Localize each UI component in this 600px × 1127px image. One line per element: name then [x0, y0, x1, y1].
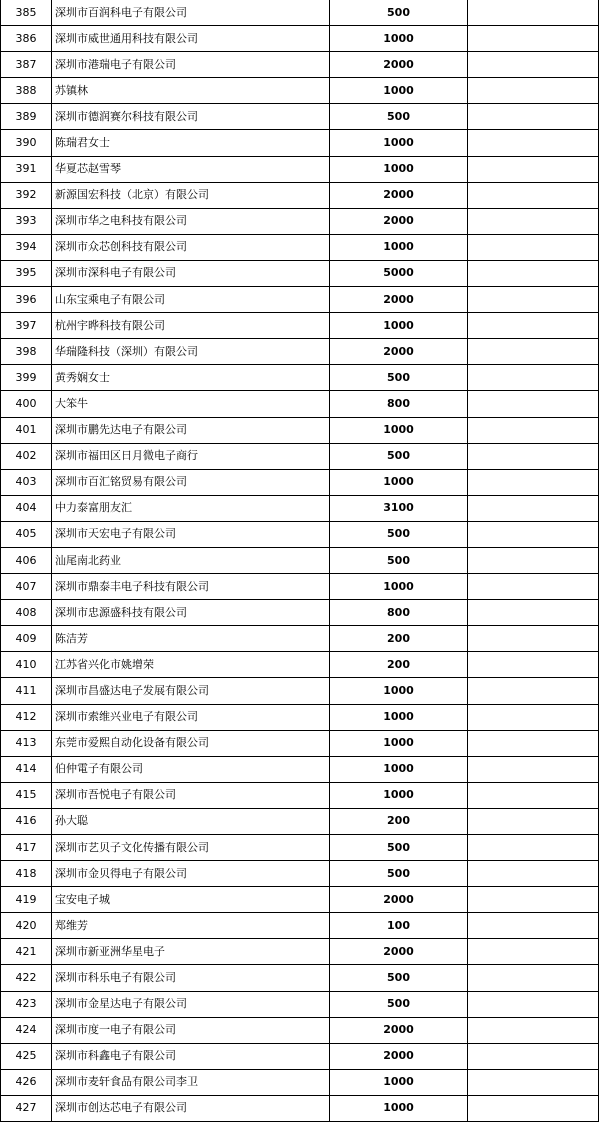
table-row [1, 652, 599, 678]
table-row [1, 443, 599, 469]
table-row [1, 756, 599, 782]
row-number-cell: 385 [1, 0, 52, 26]
row-number-cell: 407 [1, 574, 52, 600]
remark-cell [468, 339, 599, 365]
donation-amount-cell: 1000 [330, 574, 468, 600]
table-row [1, 861, 599, 887]
table-row [1, 600, 599, 626]
table-row [1, 182, 599, 208]
row-number-cell: 423 [1, 991, 52, 1017]
table-row [1, 678, 599, 704]
donation-amount-cell: 100 [330, 913, 468, 939]
row-number-cell: 414 [1, 756, 52, 782]
donor-name-cell: 深圳市科乐电子有限公司 [52, 965, 330, 991]
donation-amount-cell: 1000 [330, 704, 468, 730]
table-row [1, 835, 599, 861]
donation-amount-cell: 500 [330, 835, 468, 861]
remark-cell [468, 782, 599, 808]
donation-amount-cell: 200 [330, 652, 468, 678]
table-row [1, 1017, 599, 1043]
remark-cell [468, 1095, 599, 1121]
donor-name-cell: 深圳市金贝得电子有限公司 [52, 861, 330, 887]
remark-cell [468, 208, 599, 234]
donor-name-cell: 深圳市深科电子有限公司 [52, 260, 330, 286]
donor-name-cell: 华夏芯赵雪琴 [52, 156, 330, 182]
donor-name-cell: 新源国宏科技（北京）有限公司 [52, 182, 330, 208]
donation-amount-cell: 1000 [330, 756, 468, 782]
donor-name-cell: 苏镇林 [52, 78, 330, 104]
remark-cell [468, 495, 599, 521]
remark-cell [468, 756, 599, 782]
donor-name-cell: 深圳市索维兴业电子有限公司 [52, 704, 330, 730]
row-number-cell: 390 [1, 130, 52, 156]
donor-name-cell: 深圳市天宏电子有限公司 [52, 521, 330, 547]
remark-cell [468, 678, 599, 704]
row-number-cell: 396 [1, 287, 52, 313]
row-number-cell: 418 [1, 861, 52, 887]
donor-name-cell: 深圳市德润赛尔科技有限公司 [52, 104, 330, 130]
donation-amount-cell: 2000 [330, 208, 468, 234]
remark-cell [468, 313, 599, 339]
table-row [1, 574, 599, 600]
table-row [1, 208, 599, 234]
remark-cell [468, 156, 599, 182]
row-number-cell: 387 [1, 52, 52, 78]
donation-amount-cell: 1000 [330, 130, 468, 156]
remark-cell [468, 391, 599, 417]
table-row [1, 1043, 599, 1069]
table-row [1, 730, 599, 756]
donation-amount-cell: 1000 [330, 1069, 468, 1095]
row-number-cell: 425 [1, 1043, 52, 1069]
donation-amount-cell: 2000 [330, 1043, 468, 1069]
donor-name-cell: 深圳市科鑫电子有限公司 [52, 1043, 330, 1069]
donor-name-cell: 东莞市爱熙自动化设备有限公司 [52, 730, 330, 756]
row-number-cell: 416 [1, 808, 52, 834]
row-number-cell: 386 [1, 26, 52, 52]
table-row [1, 939, 599, 965]
remark-cell [468, 861, 599, 887]
remark-cell [468, 443, 599, 469]
remark-cell [468, 626, 599, 652]
donor-name-cell: 深圳市昌盛达电子发展有限公司 [52, 678, 330, 704]
row-number-cell: 388 [1, 78, 52, 104]
table-row [1, 913, 599, 939]
remark-cell [468, 574, 599, 600]
remark-cell [468, 182, 599, 208]
donation-amount-cell: 1000 [330, 1095, 468, 1121]
donor-name-cell: 深圳市福田区日月微电子商行 [52, 443, 330, 469]
donor-name-cell: 深圳市麦轩食品有限公司李卫 [52, 1069, 330, 1095]
donor-name-cell: 深圳市百润科电子有限公司 [52, 0, 330, 26]
row-number-cell: 427 [1, 1095, 52, 1121]
remark-cell [468, 78, 599, 104]
remark-cell [468, 808, 599, 834]
donation-amount-cell: 1000 [330, 26, 468, 52]
row-number-cell: 403 [1, 469, 52, 495]
donor-name-cell: 宝安电子城 [52, 887, 330, 913]
row-number-cell: 410 [1, 652, 52, 678]
donation-amount-cell: 1000 [330, 78, 468, 104]
donation-amount-cell: 2000 [330, 1017, 468, 1043]
donation-amount-cell: 500 [330, 965, 468, 991]
donation-amount-cell: 2000 [330, 887, 468, 913]
row-number-cell: 415 [1, 782, 52, 808]
table-row [1, 782, 599, 808]
table-row [1, 469, 599, 495]
donor-name-cell: 深圳市鼎泰丰电子科技有限公司 [52, 574, 330, 600]
donor-name-cell: 深圳市华之电科技有限公司 [52, 208, 330, 234]
table-row [1, 26, 599, 52]
donation-amount-cell: 5000 [330, 260, 468, 286]
table-row [1, 991, 599, 1017]
donation-amount-cell: 500 [330, 547, 468, 573]
donation-amount-cell: 2000 [330, 52, 468, 78]
donation-amount-cell: 500 [330, 0, 468, 26]
donor-name-cell: 深圳市艺贝子文化传播有限公司 [52, 835, 330, 861]
remark-cell [468, 130, 599, 156]
remark-cell [468, 1043, 599, 1069]
donation-amount-cell: 500 [330, 365, 468, 391]
donor-name-cell: 深圳市众芯创科技有限公司 [52, 234, 330, 260]
remark-cell [468, 913, 599, 939]
donation-amount-cell: 3100 [330, 495, 468, 521]
remark-cell [468, 417, 599, 443]
donation-amount-cell: 1000 [330, 469, 468, 495]
row-number-cell: 412 [1, 704, 52, 730]
donor-name-cell: 深圳市金星达电子有限公司 [52, 991, 330, 1017]
row-number-cell: 395 [1, 260, 52, 286]
donor-name-cell: 深圳市百汇铭贸易有限公司 [52, 469, 330, 495]
remark-cell [468, 1017, 599, 1043]
donor-name-cell: 陈瑞君女士 [52, 130, 330, 156]
row-number-cell: 422 [1, 965, 52, 991]
table-row [1, 78, 599, 104]
table-row [1, 495, 599, 521]
donation-amount-cell: 500 [330, 521, 468, 547]
donation-amount-cell: 2000 [330, 287, 468, 313]
table-row [1, 313, 599, 339]
remark-cell [468, 730, 599, 756]
donor-name-cell: 深圳市港瑞电子有限公司 [52, 52, 330, 78]
table-row [1, 287, 599, 313]
remark-cell [468, 835, 599, 861]
donation-amount-cell: 2000 [330, 182, 468, 208]
donation-amount-cell: 1000 [330, 782, 468, 808]
donor-name-cell: 江苏省兴化市姚增荣 [52, 652, 330, 678]
donor-name-cell: 深圳市鹏先达电子有限公司 [52, 417, 330, 443]
donation-amount-cell: 500 [330, 991, 468, 1017]
table-row [1, 1095, 599, 1121]
table-row [1, 0, 599, 26]
remark-cell [468, 104, 599, 130]
donor-name-cell: 黄秀娴女士 [52, 365, 330, 391]
donation-amount-cell: 200 [330, 808, 468, 834]
table-row [1, 547, 599, 573]
row-number-cell: 419 [1, 887, 52, 913]
row-number-cell: 401 [1, 417, 52, 443]
table-row [1, 130, 599, 156]
donation-amount-cell: 200 [330, 626, 468, 652]
donation-amount-cell: 2000 [330, 939, 468, 965]
donation-amount-cell: 1000 [330, 313, 468, 339]
remark-cell [468, 234, 599, 260]
remark-cell [468, 469, 599, 495]
table-row [1, 417, 599, 443]
row-number-cell: 408 [1, 600, 52, 626]
donor-name-cell: 深圳市威世通用科技有限公司 [52, 26, 330, 52]
table-row [1, 260, 599, 286]
row-number-cell: 391 [1, 156, 52, 182]
remark-cell [468, 26, 599, 52]
table-row [1, 887, 599, 913]
row-number-cell: 426 [1, 1069, 52, 1095]
donor-name-cell: 深圳市创达芯电子有限公司 [52, 1095, 330, 1121]
table-row [1, 1069, 599, 1095]
remark-cell [468, 260, 599, 286]
donor-name-cell: 伯仲電子有限公司 [52, 756, 330, 782]
donor-name-cell: 杭州宇晔科技有限公司 [52, 313, 330, 339]
donor-name-cell: 深圳市新亚洲华星电子 [52, 939, 330, 965]
donation-amount-cell: 1000 [330, 678, 468, 704]
row-number-cell: 409 [1, 626, 52, 652]
remark-cell [468, 704, 599, 730]
row-number-cell: 405 [1, 521, 52, 547]
table-row [1, 391, 599, 417]
remark-cell [468, 887, 599, 913]
donor-name-cell: 山东宝乘电子有限公司 [52, 287, 330, 313]
row-number-cell: 417 [1, 835, 52, 861]
table-row [1, 234, 599, 260]
table-row [1, 52, 599, 78]
donation-amount-cell: 500 [330, 104, 468, 130]
row-number-cell: 424 [1, 1017, 52, 1043]
donor-name-cell: 深圳市度一电子有限公司 [52, 1017, 330, 1043]
donation-amount-cell: 800 [330, 391, 468, 417]
row-number-cell: 413 [1, 730, 52, 756]
table-row [1, 365, 599, 391]
row-number-cell: 392 [1, 182, 52, 208]
table-row [1, 339, 599, 365]
table-row [1, 521, 599, 547]
row-number-cell: 421 [1, 939, 52, 965]
table-row [1, 704, 599, 730]
table-row [1, 104, 599, 130]
remark-cell [468, 991, 599, 1017]
remark-cell [468, 652, 599, 678]
table-row [1, 156, 599, 182]
row-number-cell: 399 [1, 365, 52, 391]
remark-cell [468, 287, 599, 313]
donation-amount-cell: 1000 [330, 156, 468, 182]
remark-cell [468, 521, 599, 547]
donation-amount-cell: 800 [330, 600, 468, 626]
donor-name-cell: 中力泰富朋友汇 [52, 495, 330, 521]
donation-amount-cell: 500 [330, 443, 468, 469]
donor-name-cell: 华瑞隆科技（深圳）有限公司 [52, 339, 330, 365]
row-number-cell: 389 [1, 104, 52, 130]
donor-name-cell: 深圳市吾悦电子有限公司 [52, 782, 330, 808]
row-number-cell: 393 [1, 208, 52, 234]
row-number-cell: 420 [1, 913, 52, 939]
row-number-cell: 402 [1, 443, 52, 469]
row-number-cell: 400 [1, 391, 52, 417]
row-number-cell: 411 [1, 678, 52, 704]
donation-amount-cell: 1000 [330, 417, 468, 443]
remark-cell [468, 965, 599, 991]
donor-name-cell: 孙大聪 [52, 808, 330, 834]
donor-name-cell: 郑维芳 [52, 913, 330, 939]
remark-cell [468, 52, 599, 78]
donation-amount-cell: 1000 [330, 234, 468, 260]
remark-cell [468, 1069, 599, 1095]
table-row [1, 965, 599, 991]
row-number-cell: 406 [1, 547, 52, 573]
table-row [1, 808, 599, 834]
donor-name-cell: 大笨牛 [52, 391, 330, 417]
row-number-cell: 397 [1, 313, 52, 339]
row-number-cell: 404 [1, 495, 52, 521]
remark-cell [468, 547, 599, 573]
remark-cell [468, 600, 599, 626]
donation-amount-cell: 500 [330, 861, 468, 887]
donor-table-body [1, 0, 599, 1122]
donor-name-cell: 汕尾南北药业 [52, 547, 330, 573]
donor-name-cell: 陈洁芳 [52, 626, 330, 652]
table-row [1, 626, 599, 652]
row-number-cell: 398 [1, 339, 52, 365]
remark-cell [468, 0, 599, 26]
row-number-cell: 394 [1, 234, 52, 260]
remark-cell [468, 939, 599, 965]
donation-amount-cell: 1000 [330, 730, 468, 756]
donor-name-cell: 深圳市忠源盛科技有限公司 [52, 600, 330, 626]
remark-cell [468, 365, 599, 391]
donation-amount-cell: 2000 [330, 339, 468, 365]
